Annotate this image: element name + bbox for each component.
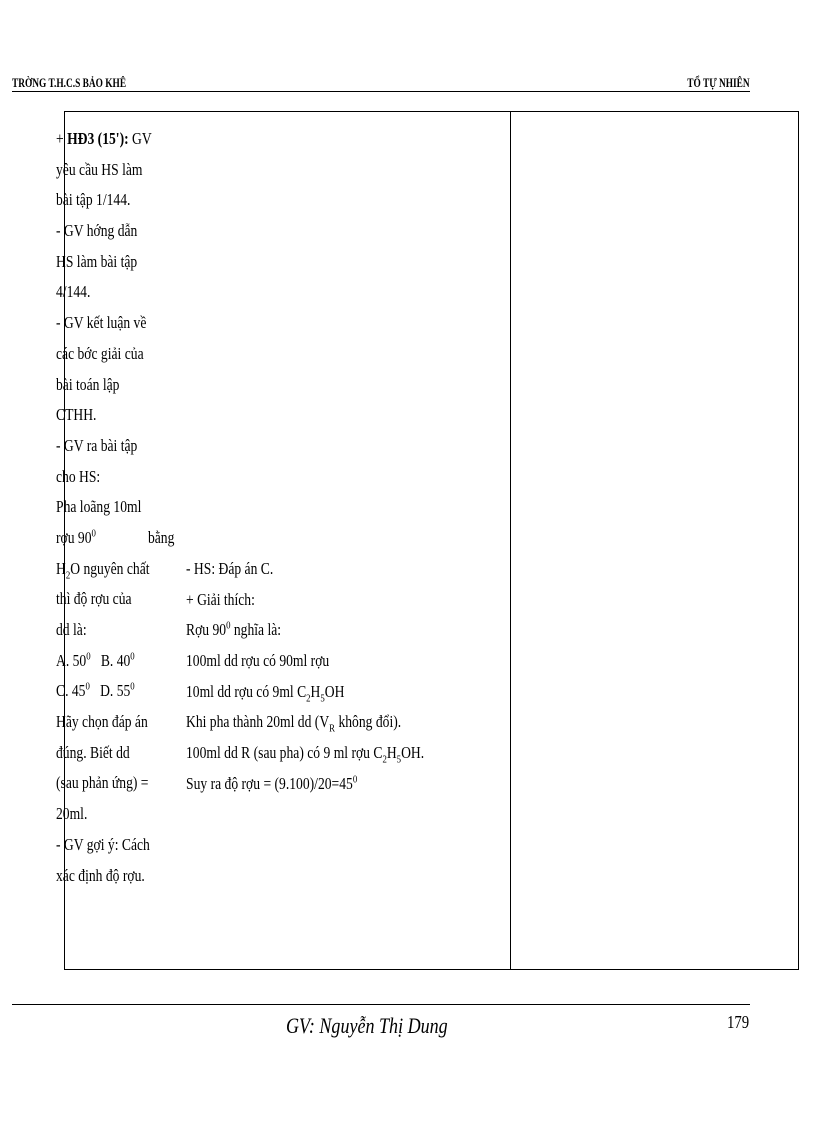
hs-line: 10ml dd rợu có 9ml $C_2H_5OH$ bbox=[186, 681, 345, 705]
answer-options-ab: A. $50^0$ B. $40^0$ bbox=[56, 650, 135, 670]
activity-label: HĐ3 (15'): bbox=[67, 129, 129, 148]
answer-options-cd: C. $45^0$ D. $55^0$ bbox=[56, 680, 135, 701]
hs-line: 100ml dd rợu có 90ml rợu bbox=[186, 651, 330, 671]
gv-line: (sau phản ứng) = bbox=[56, 773, 149, 793]
gv-line: đúng. Biết dd bbox=[56, 742, 130, 762]
gv-line: bài toán lập bbox=[56, 374, 120, 394]
gv-line: HS làm bài tập bbox=[56, 251, 138, 271]
gv-line: CTHH. bbox=[56, 405, 97, 425]
gv-line: các bớc giải của bbox=[56, 343, 144, 363]
header-rule bbox=[12, 91, 750, 92]
footer-author: GV: Nguyễn Thị Dung bbox=[286, 1013, 448, 1038]
gv-line: Pha loãng 10ml bbox=[56, 497, 142, 517]
hs-line: Suy ra độ rợu = $(9.100)/20=45^0$ bbox=[186, 773, 358, 793]
gv-line: bài tập 1/144. bbox=[56, 190, 131, 210]
page-number: 179 bbox=[727, 1012, 750, 1032]
gv-line: - GV kết luận về bbox=[56, 313, 147, 333]
gv-line: - GV gợi ý: Cách bbox=[56, 834, 150, 854]
gv-line: 20ml. bbox=[56, 804, 88, 824]
column-divider bbox=[510, 112, 511, 969]
gv-line: + HĐ3 (15'): GV bbox=[56, 129, 152, 148]
header-department: TỔ TỰ NHIÊN bbox=[687, 75, 750, 90]
gv-line: 4/144. bbox=[56, 282, 91, 302]
hs-line: Khi pha thành 20ml dd ($V_R$ không đổi). bbox=[186, 712, 402, 735]
footer-rule bbox=[12, 1004, 750, 1005]
gv-line: cho HS: bbox=[56, 466, 101, 486]
student-activity-column bbox=[186, 554, 486, 800]
gv-line: xác định độ rợu. bbox=[56, 865, 145, 885]
gv-line: $H_2O$ nguyên chất bbox=[56, 558, 150, 582]
teacher-activity-column bbox=[56, 124, 176, 891]
gv-line: thì độ rợu của bbox=[56, 589, 132, 609]
gv-line: Hãy chọn đáp án bbox=[56, 712, 148, 732]
hs-line: Rợu $90^0$ nghĩa là: bbox=[186, 619, 282, 640]
header-school: TRỜNG T.H.C.S BẢO KHÊ bbox=[12, 75, 127, 90]
gv-line: rợu $90^0$ bằng bbox=[56, 527, 175, 547]
hs-answer: - HS: Đáp án C. bbox=[186, 559, 274, 578]
gv-line: dd là: bbox=[56, 620, 87, 639]
hs-line: 100ml dd R (sau pha) có 9 ml rợu $C_2H_5OH$. bbox=[186, 743, 425, 766]
gv-line: yêu cầu HS làm bbox=[56, 159, 143, 179]
hs-explain-heading: + Giải thích: bbox=[186, 589, 255, 609]
gv-line: - GV ra bài tập bbox=[56, 435, 138, 455]
gv-line: - GV hớng dẫn bbox=[56, 221, 138, 241]
